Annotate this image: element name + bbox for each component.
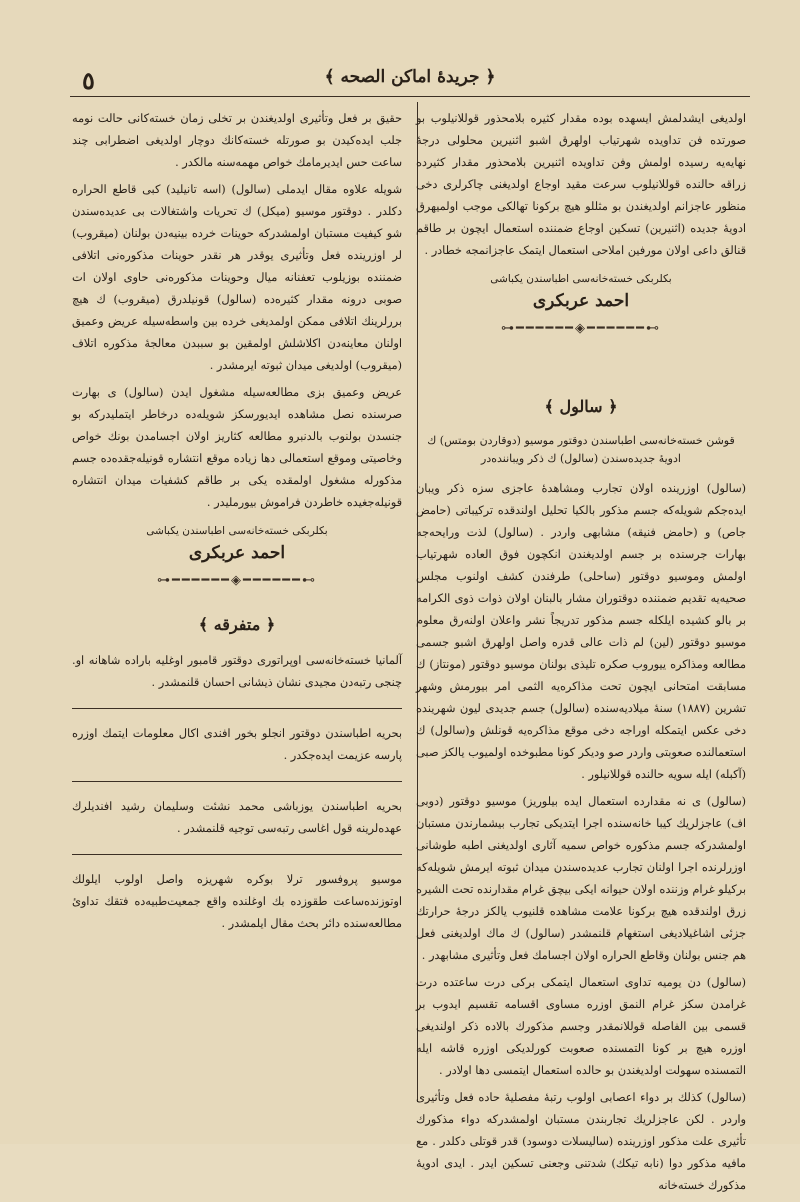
right-column <box>416 108 746 1202</box>
signature-title: بکلربکی خسته‌خانه‌سی اطباسندن یکباشی <box>146 525 328 537</box>
page-number: ٥ <box>82 66 95 95</box>
left-intro-paragraph: عریض وعمیق بزی مطالعه‌سیله مشغول ایدن (سالول) ی بهارت صرسنده نصل مشاهده ایدیورسکز شویله‌ده درخاطر ایتملیدرکه بو جنسدن بولنوب بالدنبرو مطالعه کثاریز اولان اجسامدن بونك خواص وخاصیتی وموقع استعمالی دها زیاده موقع انتشاره قونیله‌جقده‌ده جسم مذکورله مشغول اولمقده یکی بر طاقم کشفیات میدان انتشاره قونیله‌جغیده خاطردن فراموش بیورملیدر . <box>72 386 402 509</box>
left-intro-paragraph: شویله علاوه مقال ایدملی (سالول) (اسه تانیلید) کبی قاطع الحراره دکلدر . دوقتور موسیو (میکل) ك تحریات واشتغالات بی عدیده‌سندن شو کیفیت مستبان اولمشدرکه حوینات خرده بینیه‌دن بولنان (میقروب) لر اوزرینده فعل وتأثیری یوقدر هر نقدر حوینات مذکوره‌نی اتلافی ضمننده بوزیلوب تعفنانه میال وحوینات مذکوره‌نی حاوی اولان ات صوبی درونه مقدار کثیره‌ده (سالول) قونیلدرق (میقروب) ك هیچ بررلرینك اتلافی ممکن اولمدیغی خرده بین واسطه‌سیله عریض وعمیق اولنان معاینه‌دن اکلاشلش اولمقین بو سببدن معالجهٔ مذکوره اتلاف (میقروب) اولدیغی میدان ثبوته ایرمشدر . <box>72 183 402 372</box>
news-item: آلمانیا خسته‌خانه‌سی اوپراتوری دوقتور قامبور اوغلیه باراده شاهانه او. چنجی رتبه‌دن مجیدی نشان ذیشانی احسان قلنمشدر . <box>72 654 402 689</box>
divider-ornament: ⊶━━━━━━◈━━━━━━⊷ <box>501 321 661 336</box>
misc-section-title: ﴿ متفرقه ﴾ <box>198 615 276 634</box>
article-paragraph: (سالول) دن یومیه تداوی استعمال ایتمکی برکی درت ساعتده درت غرامدن سکز غرام النمق اوزره مساوی اقسامه تقسیم ایدوب بر قسمی بین الفاصله قوللانمقدر وجسم مذکورك بالاده ذکر اولندیغی اوزره هیچ بر کونا التمسنده صعوبت کورلدیکی اوزره قاشه ایله التمسنده سهولت اولدیغندن بو حالده استعمال ایتمسی دها اولادر . <box>416 976 746 1077</box>
news-item: بحریه اطباسندن یوزباشی محمد نشئت وسلیمان رشید افندیلرك عهده‌لرینه قول اغاسی رتبه‌سی توجیه قلنمشدر . <box>72 800 402 835</box>
masthead-title: ﴿ جريدهٔ اماكن الصحه ﴾ <box>324 67 496 87</box>
article-paragraph: (سالول) ی نه مقدارده استعمال ایده بیلوریز) موسیو دوقتور (دوبی اف) عاجزلریك کیبا خانه‌سنده اجرا ایتدیکی تجارب بیشمارندن مستبان اولمشدرکه جسم مذکوره خواص سمیه آثاری اولدیغنی اطبه طوشانی اوزرلرنده اجرا اولنان تجارب عدیده‌سندن میدان ثبوته ایرمش شویله‌که برکیلو غرام وزننده اولان حیوانه ایکی بیچق غرام مقدارنده تحت الشیره زرق اولندقده هیچ برکونا علامت مشاهده قلنیوب یالکز درجهٔ حرارتك جزئی اشاغیلادیغی استغهام قلنمشدر (سالول) ك ماك اولدیغنی فعل هم جنس بولنان وقاطع الحراره اولان اجسامك فعل وتأثیری مشابهدر . <box>416 795 746 962</box>
article-paragraph: (سالول) کذلك بر دواء اعصابی اولوب رتبهٔ مفصلیهٔ حاده فعل وتأثیری واردر . لکن عاجزلریك تجاربندن مستبان اولمشدرکه دواء مذکورك تأثیری علت مذکور اوزرینده (سالیسلات دوسود) قدر قوتلی دکلدر . مع مافیه مذکور دوا (نابه تیکك) شدتنی وجعنی تسکین ایدر . ایدی ادویهٔ مذکورك خسته‌خانه <box>416 1091 746 1192</box>
news-separator <box>72 781 402 782</box>
article-title: ﴿ سالول ﴾ <box>544 397 618 416</box>
article-subtitle: قوشن خسته‌خانه‌سی اطباسندن دوقتور موسیو (دوقاردن بومتس) ك ادویهٔ جدیده‌سندن (سالول) ك ذکر ویباننده‌در <box>427 434 735 465</box>
article-paragraph: (سالول) اوزرینده اولان تجارب ومشاهدهٔ عاجزی سزه ذکر ویبان ایده‌جکم شویله‌که جسم مذکور بالکیا تحلیل اولندقده ترکیباتی (حامض جاص) و (حامض فنیقه) مشابهی واردر . (سالول) لذت ورایحه‌جه بهارات جرسنده بر جسم اولدیغندن انکچون فوق العاده شهرتیاب اولمش وموسیو دوقتور (ساحلی) طرفندن کشف اولنوب مجلس صحیه‌یه تقدیم ضمننده دوقتوران مشار بالبنان اولان ذوات ذوی الکرامه بر بالو کشیده ایلکله جسم مذکور تدریجاً نشر واعلان اولنه‌رق معلوم موسیو دوقتور (لین) لم ذات عالی قدره واصل اولهرق اشبو جسمی مطالعه ومذاکره ییوروب صکره تلیذی بولنان موسیو دوقتور (مونتاز) ك مسابقت امتحانی ایچون تحت مذاکره‌یه الثمی امر بیورمش وشهر تشرین (۱۸۸۷) سنهٔ میلادیه‌سنده (سالول) جسم جدیدی لیون شهرینده دخی عکس ایتمکله اوراجه دخی موقع مذاکره‌یه قونلش و(سالول) ك استعمالنده صعوبتی واردر صو ودیکر کونا مطبوخده اولمیوب یالکز صبی (آکبله) ایله سویه حالنده قوللانیلور . <box>416 482 746 781</box>
divider-ornament: ⊶━━━━━━◈━━━━━━⊷ <box>157 573 317 588</box>
news-separator <box>72 708 402 709</box>
news-item: موسیو پروفسور ترلا بوکره شهریزه واصل اولوب ایلولك اوتوزنده‌ساعت طقوزده بك اوغلنده واقع جمعیت‌طبیه‌ده فتقك تداویٔ مطالعه‌سنده دائر بحث مقال ایلمشدر . <box>72 873 402 930</box>
news-item: بحریه اطباسندن دوقتور انجلو بخور افندی اکال معلومات ایتمك اوزره پارسه عزیمت ایده‌جکدر . <box>72 727 402 762</box>
signature-name: احمد عربکری <box>188 543 286 563</box>
left-intro-paragraph: حقیق بر فعل وتأثیری اولدیغندن بر تخلی زمان خسته‌کانی حالت نومه جلب ایده‌کیدن بو صورتله خسته‌کانك دوچار اولدیغی اضطرابی چند ساعت حس ایدیرمامك خواص مهمه‌سنه مالکدر . <box>72 112 402 169</box>
left-column <box>72 108 402 943</box>
right-intro-paragraph: اولدیغی ایشدلمش ایسهده بوده مقدار کثیره بلامحذور قوللانیلوب بو صورتده فن تداویده شهرتیاب اولهرق اشبو اثنیرین محلولی درجهٔ نهایه‌یه رسیده اولمش وفن تداویده اثنیرین بلامحذور مقدار کثیرده زراقه حالنده قوللانیلوب سرعت مقید اوجاع اولدیغنی چاکرلری دخی منظور عاجزانم اولدیغندن بو مثللو هیچ برکونا تهالکی موجب اولمیهرق ادویهٔ جدیده (اثنیرین) تسکین اوجاع ضمننده استعمال ایچون بر طاقم قنالق داعی اولان مورفین املاحی استعمال ایتمک عاجزانمجه خطادر . <box>416 112 746 257</box>
news-separator <box>72 854 402 855</box>
signature-title: بکلربکی خسته‌خانه‌سی اطباسندن یکباشی <box>490 273 672 285</box>
signature-name: احمد عربکری <box>532 291 630 311</box>
header-rule <box>70 96 750 97</box>
